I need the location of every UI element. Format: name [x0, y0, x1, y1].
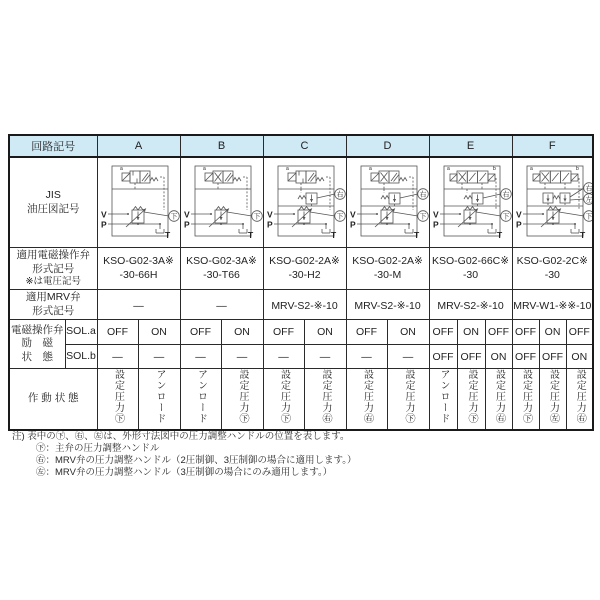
sol-a-row: [9, 320, 593, 345]
svg-text:a: a: [285, 166, 289, 172]
solenoid-model-value-a: KSO-G02-3A※ -30-66H: [97, 248, 180, 290]
excitation-label-line3: 状 態: [21, 350, 53, 363]
sol-a-label: SOL.a: [65, 320, 97, 345]
sol-b-a-1: ―: [97, 345, 138, 369]
svg-text:a: a: [202, 166, 206, 172]
header-col-d: D: [346, 135, 429, 157]
header-col-e: E: [429, 135, 512, 157]
jis-hydraulic-diagram: [513, 158, 594, 247]
operation-state-a-1: 設定圧力㊦: [97, 369, 138, 431]
sol-b-f-3: ON: [566, 345, 593, 369]
jis-hydraulic-diagram: [347, 158, 430, 247]
solenoid-model-label: [9, 248, 97, 290]
svg-text:V: V: [349, 209, 356, 220]
svg-text:下: 下: [419, 213, 426, 221]
operation-state-f-1: 設定圧力㊦: [512, 369, 539, 431]
sol-a-b-2: ON: [221, 320, 263, 345]
operation-state-e-2: 設定圧力㊦: [457, 369, 485, 431]
mrv-model-value-a: ―: [97, 290, 180, 320]
jis-label-line2: 油圧図記号: [27, 202, 80, 215]
sol-a-e-3: OFF: [485, 320, 512, 345]
sol-b-label: SOL.b: [65, 345, 97, 369]
sol-a-a-2: ON: [138, 320, 180, 345]
jis-diagram-cell-f: [512, 157, 593, 248]
header-col-f: F: [512, 135, 593, 157]
operation-state-f-2: 設定圧力㊧: [539, 369, 566, 431]
jis-diagram-cell-c: [263, 157, 346, 248]
footnotes: [12, 431, 588, 479]
mrv-model-label: [9, 290, 97, 320]
sol-a-f-1: OFF: [512, 320, 539, 345]
operation-state-d-1: 設定圧力㊨: [346, 369, 387, 431]
sol-b-b-2: ―: [221, 345, 263, 369]
jis-hydraulic-diagram: [98, 158, 181, 247]
solenoid-model-value-f: KSO-G02-2C※ -30: [512, 248, 593, 290]
svg-text:T: T: [164, 230, 170, 240]
jis-diagram-cell-b: [180, 157, 263, 248]
footnote-line4: ㊧：MRV弁の圧力調整ハンドル（3圧制御の場合にのみ適用します。）: [36, 467, 333, 478]
mrv-model-value-c: MRV-S2-※-10: [263, 290, 346, 320]
svg-text:T: T: [330, 230, 336, 240]
svg-text:P: P: [515, 219, 522, 230]
solenoid-model-label-line1: 適用電磁操作弁: [16, 249, 90, 262]
svg-text:a: a: [529, 166, 533, 172]
svg-text:下: 下: [170, 213, 177, 221]
excitation-label: [9, 320, 65, 369]
svg-text:T: T: [413, 230, 419, 240]
footnote-line2: ㊦：主弁の圧力調整ハンドル: [36, 443, 160, 454]
mrv-model-value-e: MRV-S2-※-10: [429, 290, 512, 320]
solenoid-model-value-d: KSO-G02-2A※ -30-M: [346, 248, 429, 290]
header-col-b: B: [180, 135, 263, 157]
svg-text:V: V: [266, 209, 273, 220]
sol-a-d-2: ON: [387, 320, 429, 345]
sol-b-e-2: OFF: [457, 345, 485, 369]
svg-text:V: V: [100, 209, 107, 220]
excitation-label-line2: 励 磁: [21, 337, 53, 350]
mrv-model-label-line2: 形式記号: [32, 304, 75, 317]
solenoid-model-value-b: KSO-G02-3A※ -30-T66: [180, 248, 263, 290]
svg-text:T: T: [496, 230, 502, 240]
svg-text:下: 下: [253, 213, 260, 221]
footnote-line3: ㊨：MRV弁の圧力調整ハンドル（2圧制御、3圧制御の場合に適用します。）: [36, 455, 357, 466]
svg-text:T: T: [247, 230, 253, 240]
operation-label: 作 動 状 態: [9, 369, 97, 431]
operation-state-b-1: アンロード: [180, 369, 221, 431]
operation-state-e-1: アンロード: [429, 369, 457, 431]
svg-text:下: 下: [502, 213, 509, 221]
svg-text:b: b: [492, 166, 496, 172]
svg-text:a: a: [119, 166, 123, 172]
solenoid-model-value-e: KSO-G02-66C※ -30: [429, 248, 512, 290]
valve-spec-table: [8, 134, 594, 431]
operation-state-e-3: 設定圧力㊨: [485, 369, 512, 431]
sol-b-c-2: ―: [304, 345, 346, 369]
svg-text:a: a: [368, 166, 372, 172]
operation-state-a-2: アンロード: [138, 369, 180, 431]
sol-b-e-1: OFF: [429, 345, 457, 369]
mrv-model-value-f: MRV-W1-※※-10: [512, 290, 593, 320]
svg-text:下: 下: [585, 213, 592, 221]
svg-text:左: 左: [585, 196, 592, 204]
svg-text:P: P: [100, 219, 107, 230]
svg-text:P: P: [349, 219, 356, 230]
svg-text:右: 右: [502, 191, 509, 199]
sol-a-e-1: OFF: [429, 320, 457, 345]
jis-symbol-row: [9, 157, 593, 248]
svg-text:T: T: [579, 230, 585, 240]
solenoid-model-label-line3: ※は電圧記号: [25, 275, 81, 287]
jis-hydraulic-diagram: [430, 158, 513, 247]
sol-b-c-1: ―: [263, 345, 304, 369]
jis-diagram-cell-d: [346, 157, 429, 248]
sol-a-e-2: ON: [457, 320, 485, 345]
footnote-line1: 注) 表中の㊦、㊨、㊧は、外形寸法図中の圧力調整ハンドルの位置を表します。: [12, 431, 350, 442]
svg-text:P: P: [266, 219, 273, 230]
svg-text:a: a: [446, 166, 450, 172]
svg-text:V: V: [183, 209, 190, 220]
jis-diagram-cell-e: [429, 157, 512, 248]
svg-text:P: P: [183, 219, 190, 230]
header-col-a: A: [97, 135, 180, 157]
header-circuit-symbol: 回路記号: [9, 135, 97, 157]
sol-a-c-2: ON: [304, 320, 346, 345]
sol-a-c-1: OFF: [263, 320, 304, 345]
svg-text:右: 右: [419, 191, 426, 199]
sol-b-d-1: ―: [346, 345, 387, 369]
operation-state-d-2: 設定圧力㊦: [387, 369, 429, 431]
sol-b-row: [9, 345, 593, 369]
sol-b-d-2: ―: [387, 345, 429, 369]
jis-hydraulic-diagram: [181, 158, 264, 247]
jis-diagram-cell-a: [97, 157, 180, 248]
svg-text:P: P: [432, 219, 439, 230]
solenoid-model-value-c: KSO-G02-2A※ -30-H2: [263, 248, 346, 290]
sol-a-f-2: ON: [539, 320, 566, 345]
sol-b-b-1: ―: [180, 345, 221, 369]
svg-text:右: 右: [585, 185, 592, 193]
svg-text:V: V: [515, 209, 522, 220]
mrv-model-value-d: MRV-S2-※-10: [346, 290, 429, 320]
mrv-model-value-b: ―: [180, 290, 263, 320]
sol-a-b-1: OFF: [180, 320, 221, 345]
sol-b-a-2: ―: [138, 345, 180, 369]
excitation-label-line1: 電磁操作弁: [11, 324, 64, 337]
solenoid-model-row: [9, 248, 593, 290]
jis-hydraulic-diagram: [264, 158, 347, 247]
mrv-model-label-line1: 適用MRV弁: [25, 291, 81, 304]
jis-row-label: [9, 157, 97, 248]
svg-text:右: 右: [336, 191, 343, 199]
sol-b-f-1: OFF: [512, 345, 539, 369]
svg-text:V: V: [432, 209, 439, 220]
jis-label-line1: JIS: [45, 189, 61, 202]
operation-state-f-3: 設定圧力㊨: [566, 369, 593, 431]
operation-state-c-1: 設定圧力㊦: [263, 369, 304, 431]
sol-b-f-2: OFF: [539, 345, 566, 369]
sol-a-d-1: OFF: [346, 320, 387, 345]
svg-text:b: b: [575, 166, 579, 172]
sol-b-e-3: ON: [485, 345, 512, 369]
operation-row: [9, 369, 593, 431]
svg-text:下: 下: [336, 213, 343, 221]
sol-a-a-1: OFF: [97, 320, 138, 345]
mrv-model-row: [9, 290, 593, 320]
operation-state-b-2: 設定圧力㊦: [221, 369, 263, 431]
header-col-c: C: [263, 135, 346, 157]
sol-a-f-3: OFF: [566, 320, 593, 345]
solenoid-model-label-line2: 形式記号: [32, 262, 75, 275]
operation-state-c-2: 設定圧力㊨: [304, 369, 346, 431]
header-row: [9, 135, 593, 157]
